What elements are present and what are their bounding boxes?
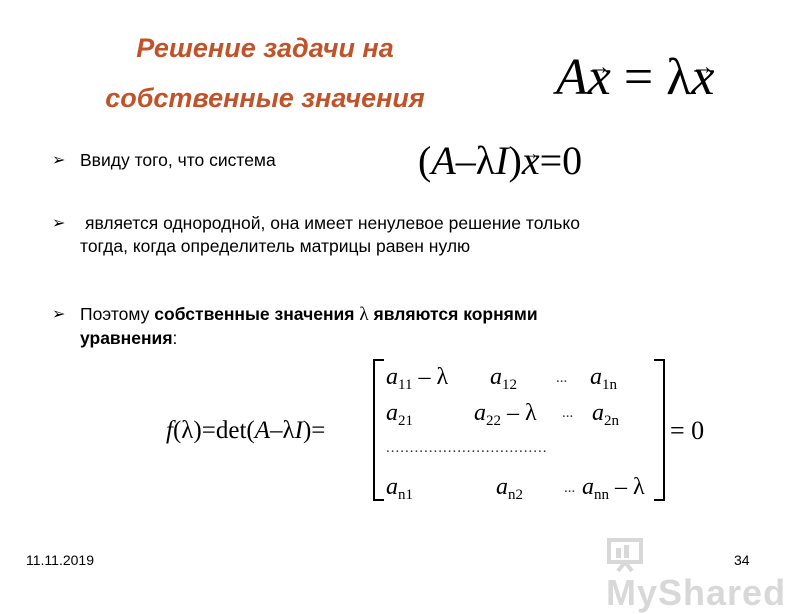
bullet-arrow-icon: ➢ [52,306,66,323]
bullet-3-line1 [80,304,538,325]
characteristic-lhs: f(λ)=det(A–λI)= [166,417,326,444]
system-equation: (A–λI)→ x=0 [418,136,582,186]
matrix-cell-an1: $a_{n1}$ [386,474,413,503]
bullet-3-line2: уравнения: [80,328,178,348]
matrix-dots: ... [556,370,568,386]
matrix-cell-ann: $a_{nn}$ – λ [582,474,645,503]
bullet-3-plain: Поэтому [80,304,150,324]
matrix-cell-a11: $a_{11}$ – λ [386,364,449,393]
slide-title-line2: собственные значения [105,83,425,113]
matrix-dots: ... [564,480,576,496]
slide-date: 11.11.2019 [26,552,94,568]
presentation-board-icon [606,536,644,572]
matrix-dots: ... [562,405,574,421]
matrix-cell-a12: $a_{12}$ [490,364,517,393]
bullet-1-text: Ввиду того, что система [80,150,276,170]
bullet-2-line1: является однородной, она имеет ненулевое решение только [85,213,580,233]
bullet-3-bold-roots: являются корнями [373,304,538,324]
bullet-3-lambda: λ [359,304,369,325]
slide-title-line1: Решение задачи на [136,33,394,63]
watermark-text: MyShared [606,572,787,613]
matrix-cell-a1n: $a_{1n}$ [590,364,617,393]
eigen-equation: A→ x = λ→ x [556,48,715,108]
slide-page-number: 34 [734,552,750,568]
matrix-cell-a22: $a_{22}$ – λ [474,400,537,429]
bullet-3-bold-eigenvalues: собственные значения [154,304,355,324]
characteristic-rhs: = 0 [670,416,705,445]
matrix-cell-a2n: $a_{2n}$ [592,400,619,429]
bullet-arrow-icon: ➢ [52,215,66,232]
bullet-2-line2: тогда, когда определитель матрицы равен нулю [80,236,471,256]
bullet-arrow-icon: ➢ [52,152,66,169]
watermark-logo [606,536,800,614]
matrix-dots-row: .................................. [386,440,548,456]
matrix-cell-an2: $a_{n2}$ [496,474,523,503]
matrix-cell-a21: $a_{21}$ [386,400,413,429]
